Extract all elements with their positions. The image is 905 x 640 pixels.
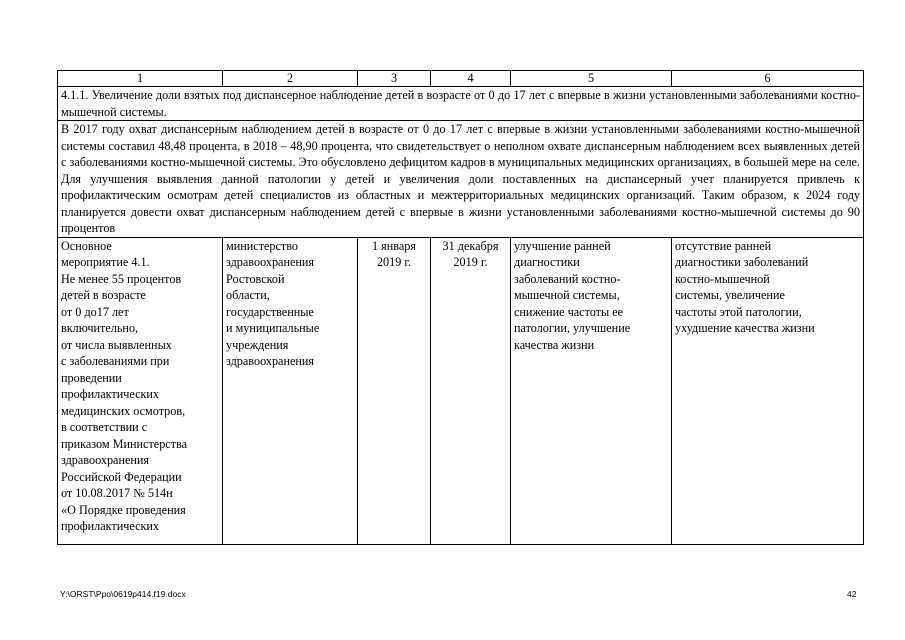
section-heading-row <box>58 87 864 121</box>
footer-file-path: Y:\ORST\Ppo\0619p414.f19.docx <box>60 589 186 599</box>
section-text: В 2017 году охват диспансерным наблюдением детей в возрасте от 0 до 17 лет с впервые в жизни установленными заболеваниями костно-мышечной системы составил 48,48 процента, в 2018 – 48,90 процента, что свидетельствует о неполном охвате диспансерным наблюдением всех выявленных детей с заболеваниями костно-мышечной системы. Это обусловлено дефицитом кадров в муниципальных медицинских организациях, в большей мере на селе. Для улучшения выявления данной патологии у детей и увеличения доли поставленных на диспансерный учет планируется привлечь к профилактическим осмотрам детей специалистов из областных и межтерриториальных медицинских организаций. Таким образом, к 2024 году планируется довести охват диспансерным наблюдением детей с впервые в жизни установленными заболеваниями костно-мышечной системы до 90 процентов <box>61 122 860 235</box>
column-number-4: 4 <box>431 71 511 87</box>
column-number-6: 6 <box>672 71 864 87</box>
executor-cell <box>223 237 358 544</box>
non-implementation-consequences-cell <box>672 237 864 544</box>
end-date-cell <box>431 237 511 544</box>
expected-result-cell <box>511 237 672 544</box>
section-heading: 4.1.1. Увеличение доли взятых под диспансерное наблюдение детей в возрасте от 0 до 17 лет с впервые в жизни установленными заболеваниями костно-мышечной системы. <box>61 88 860 119</box>
column-number-2: 2 <box>223 71 358 87</box>
column-number-5: 5 <box>511 71 672 87</box>
section-heading-cell <box>58 87 864 121</box>
executor: министерство здравоохранения Ростовской области, государственные и муниципальные учреждения здравоохранения <box>226 238 320 368</box>
non-implementation-consequences: отсутствие ранней диагностики заболеваний костно-мышечной системы, увеличение частоты этой патологии, ухудшение качества жизни <box>675 238 815 335</box>
start-date: 1 января 2019 г. <box>372 238 416 269</box>
footer-page-number: 42 <box>847 589 857 599</box>
measure-row <box>58 237 864 544</box>
end-date: 31 декабря 2019 г. <box>442 238 499 269</box>
column-number-1: 1 <box>58 71 223 87</box>
column-number-3: 3 <box>358 71 431 87</box>
expected-result: улучшение ранней диагностики заболеваний костно- мышечной системы, снижение частоты ее патологии, улучшение качества жизни <box>514 238 631 352</box>
column-number-row <box>58 71 864 87</box>
measure-description-cell <box>58 237 223 544</box>
start-date-cell <box>358 237 431 544</box>
section-text-cell <box>58 121 864 238</box>
document-table <box>57 70 864 545</box>
measure-description: Основное мероприятие 4.1. Не менее 55 процентов детей в возрасте от 0 до17 лет включительно, от числа выявленных с заболеваниями при проведении профилактических медицинских осмотров, в соответствии с приказом Министерства здравоохранения Российской Федерации от 10.08.2017 № 514н «О Порядке проведения профилактических <box>61 238 188 533</box>
section-text-row <box>58 121 864 238</box>
